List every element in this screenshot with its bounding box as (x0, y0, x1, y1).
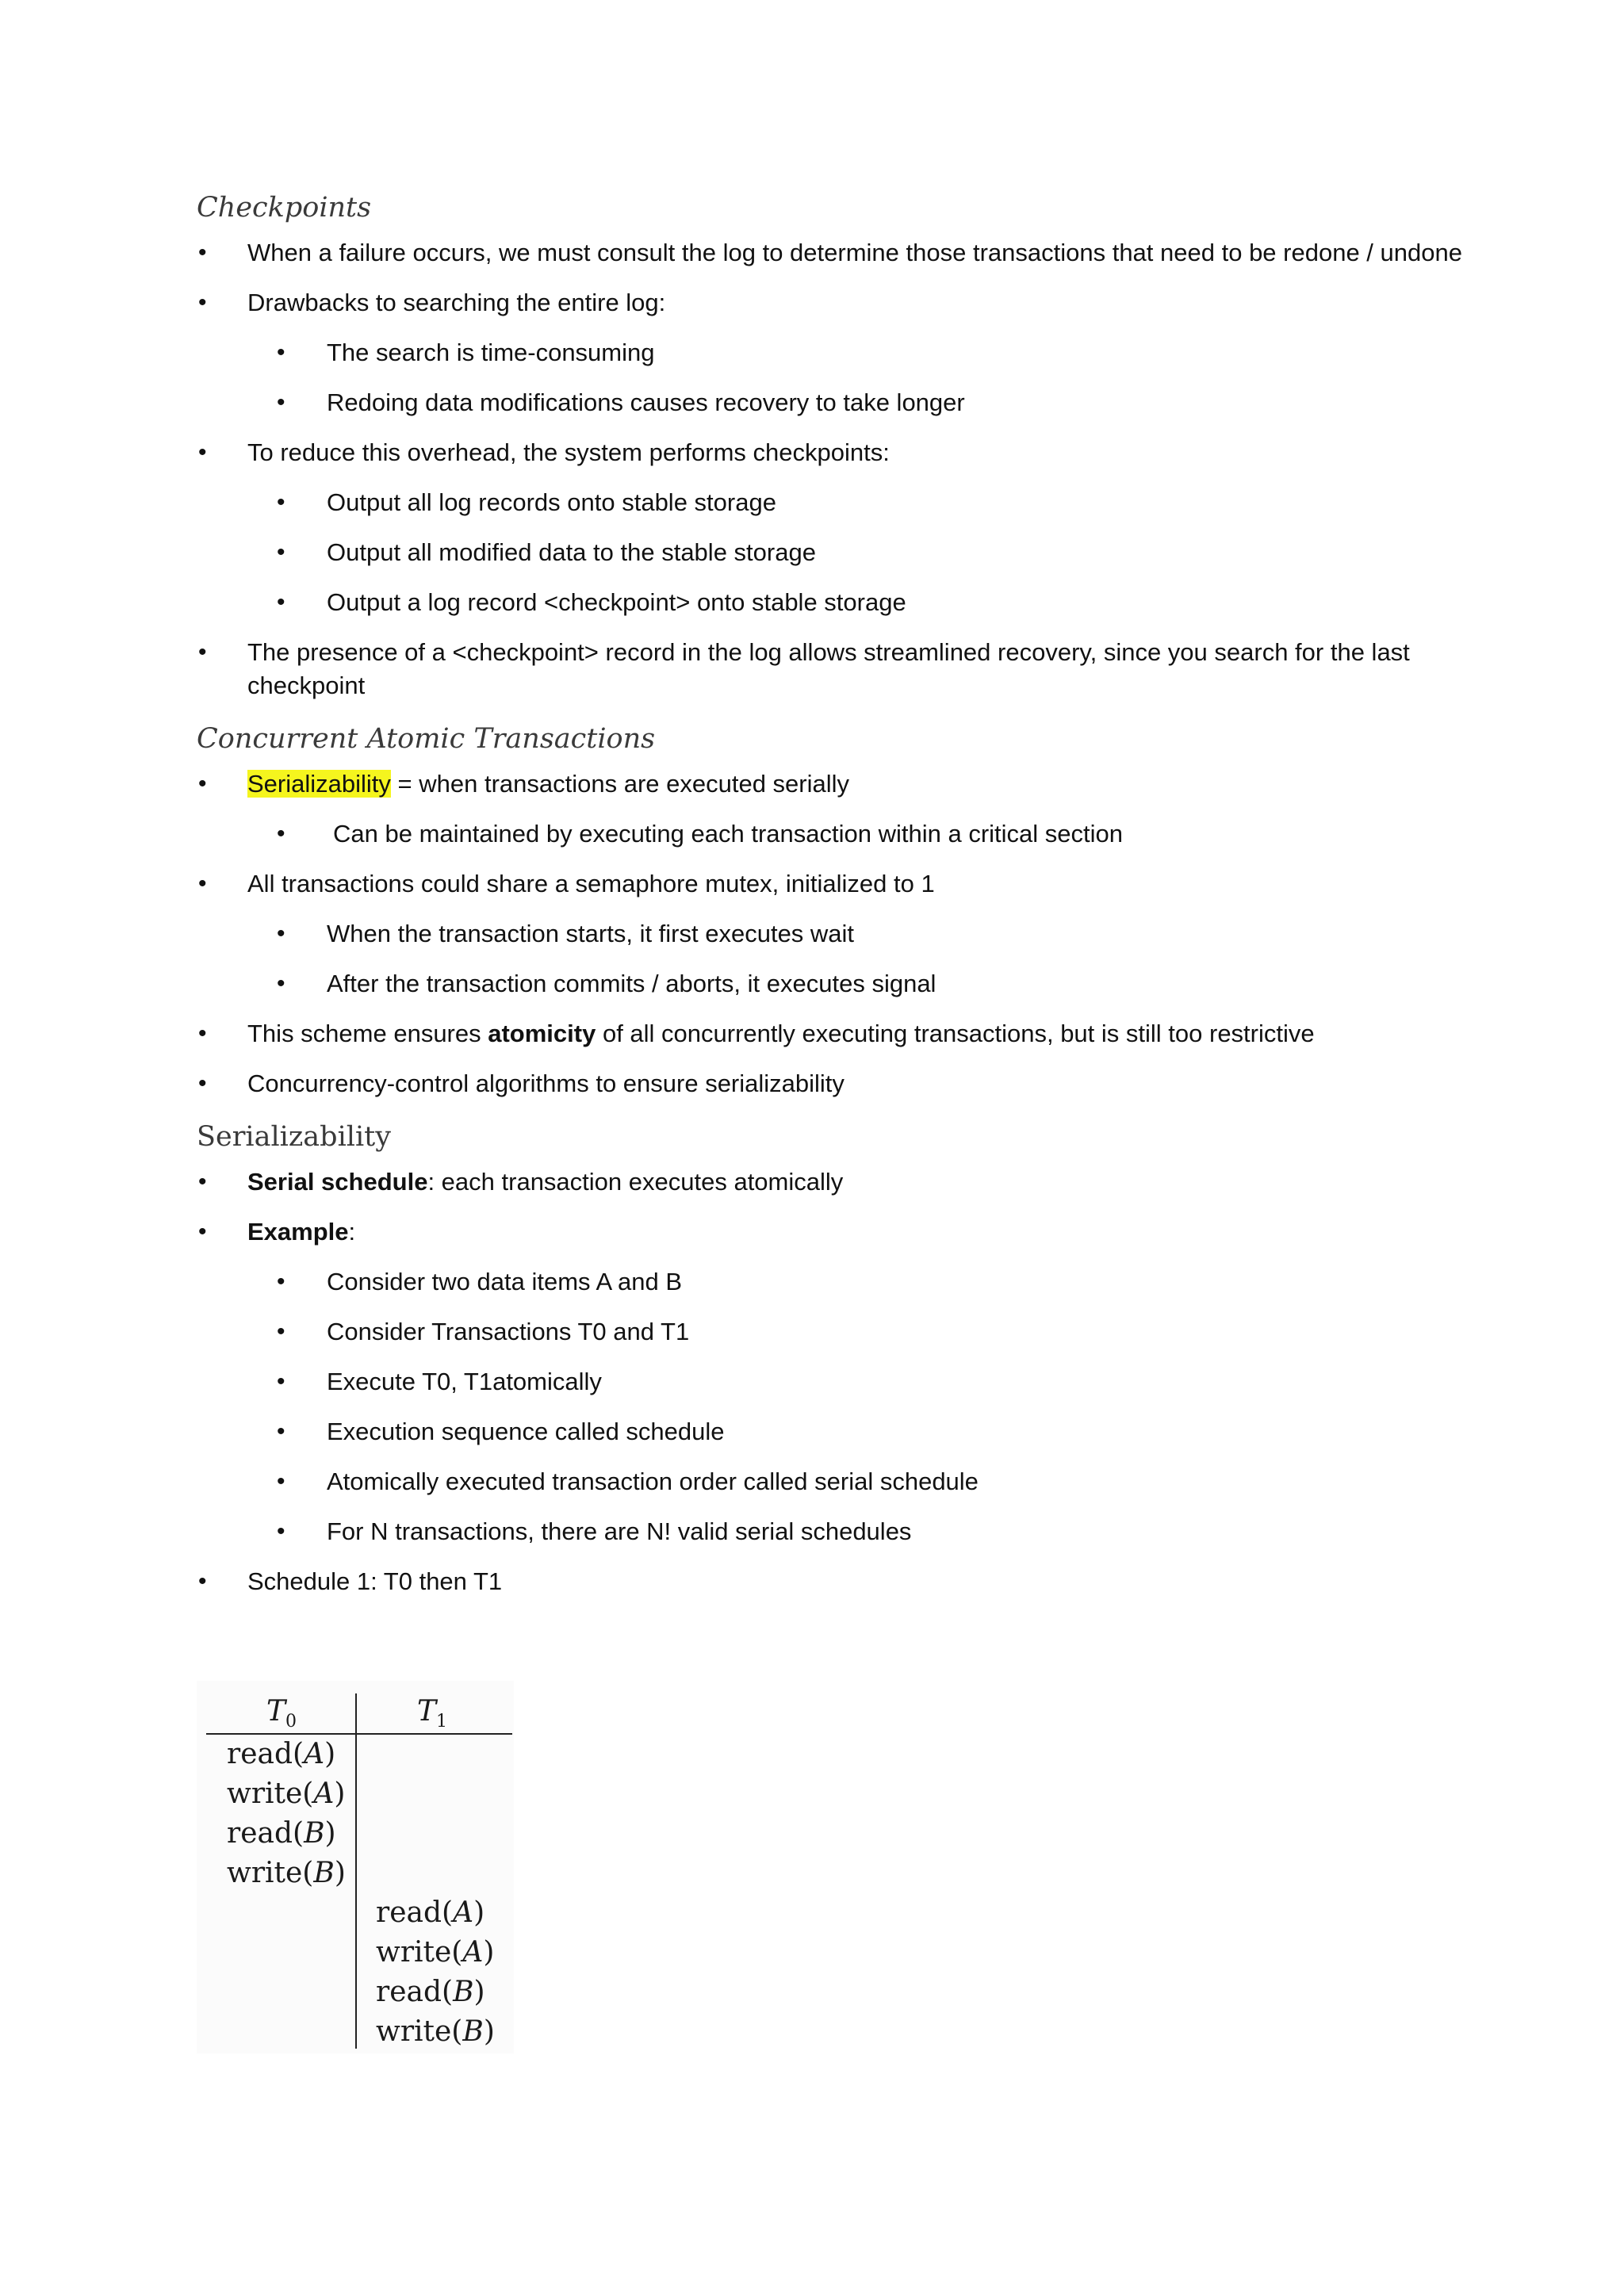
sub-list-item (197, 1315, 1465, 1349)
bold-term: Example (247, 1218, 349, 1246)
bullet-icon: • (277, 1468, 285, 1494)
list-item-text: : each transaction executes atomically (427, 1168, 844, 1196)
t0-operation: write(A) (227, 1777, 346, 1810)
sub-item-text: Atomically executed transaction order called serial schedule (327, 1468, 979, 1495)
bullet-icon: • (198, 289, 207, 316)
bullet-icon: • (198, 239, 207, 266)
list-item (197, 1017, 1465, 1050)
bullet-icon: • (277, 489, 285, 515)
list-item (197, 436, 1465, 469)
bullet-icon: • (277, 920, 285, 947)
sub-item-text: For N transactions, there are N! valid serial schedules (327, 1517, 912, 1545)
bullet-icon: • (198, 1070, 207, 1096)
bullet-icon: • (277, 339, 285, 365)
list-item-text: To reduce this overhead, the system performs checkpoints: (247, 438, 890, 466)
checkpoints-list (197, 236, 1465, 702)
sub-item-text: Consider Transactions T0 and T1 (327, 1318, 690, 1345)
sub-item-text: Execute T0, T1atomically (327, 1368, 602, 1395)
bullet-icon: • (277, 1518, 285, 1544)
list-item-text: = when transactions are executed serially (390, 770, 850, 798)
bullet-icon: • (198, 439, 207, 465)
sub-item-text: Output a log record <checkpoint> onto stable storage (327, 588, 906, 616)
list-item (197, 636, 1465, 702)
sub-item-text: Output all log records onto stable storage (327, 488, 776, 516)
heading-concurrent-atomic-transactions: Concurrent Atomic Transactions (197, 723, 656, 755)
list-item-text: When a failure occurs, we must consult the log to determine those transactions that need to be redone / undone (247, 239, 1462, 266)
sub-list-item (197, 336, 1465, 369)
bold-term: Serial schedule (247, 1168, 428, 1196)
concurrent-list (197, 767, 1465, 1100)
bullet-icon: • (277, 1368, 285, 1395)
bold-term: atomicity (488, 1020, 596, 1047)
sub-item-text: Consider two data items A and B (327, 1268, 683, 1295)
sub-item-text: Redoing data modifications causes recovery to take longer (327, 388, 965, 416)
serializability-list (197, 1165, 1465, 1598)
t1-operation: read(B) (376, 1976, 485, 2008)
bullet-icon: • (277, 539, 285, 565)
list-item-text: Drawbacks to searching the entire log: (247, 289, 666, 316)
sub-item-text: The search is time-consuming (327, 339, 655, 366)
heading-checkpoints: Checkpoints (197, 192, 372, 224)
bullet-icon: • (198, 1568, 207, 1594)
t0-operation: read(A) (227, 1738, 336, 1770)
document-content (197, 189, 1465, 1615)
sub-list-item (197, 1265, 1465, 1299)
heading-serializability: Serializability (197, 1121, 391, 1153)
list-item (197, 1565, 1465, 1598)
table-divider-vertical (355, 1693, 357, 2049)
list-item (197, 1165, 1465, 1199)
bullet-icon: • (198, 639, 207, 665)
sub-list-item (197, 1365, 1465, 1399)
bullet-icon: • (198, 771, 207, 797)
list-item (197, 1067, 1465, 1100)
sub-list-item (197, 917, 1465, 951)
bullet-icon: • (277, 970, 285, 997)
schedule-table (197, 1681, 514, 2053)
bullet-icon: • (277, 1269, 285, 1295)
sub-list-item (197, 386, 1465, 419)
t1-operation: write(A) (376, 1936, 495, 1969)
sub-list-item (197, 486, 1465, 519)
sub-list-item (197, 967, 1465, 1001)
list-item-text: Concurrency-control algorithms to ensure serializability (247, 1070, 845, 1097)
bullet-icon: • (198, 871, 207, 897)
list-item-text: Schedule 1: T0 then T1 (247, 1567, 503, 1595)
list-item (197, 236, 1465, 270)
sub-item-text: After the transaction commits / aborts, it executes signal (327, 970, 936, 997)
sub-item-text: When the transaction starts, it first executes wait (327, 920, 855, 947)
sub-list-item (197, 1515, 1465, 1548)
sub-list-item (197, 817, 1465, 851)
bullet-icon: • (277, 589, 285, 615)
column-header-t0: $T_0$ (266, 1695, 297, 1732)
column-header-t1: $T_1$ (417, 1695, 448, 1732)
list-item-text: of all concurrently executing transactions, but is still too restrictive (596, 1020, 1315, 1047)
sub-item-text: Can be maintained by executing each transaction within a critical section (333, 820, 1123, 848)
highlighted-term: Serializability (247, 770, 391, 798)
list-item (197, 867, 1465, 901)
t0-operation: write(B) (227, 1857, 346, 1889)
list-item-text: All transactions could share a semaphore mutex, initialized to 1 (247, 870, 935, 897)
bullet-icon: • (277, 389, 285, 415)
sub-list-item (197, 536, 1465, 569)
t0-operation: read(B) (227, 1817, 336, 1850)
bullet-icon: • (198, 1020, 207, 1047)
list-item (197, 286, 1465, 320)
list-item-text: This scheme ensures (247, 1020, 488, 1047)
sub-list-item (197, 1465, 1465, 1498)
sub-list-item (197, 1415, 1465, 1448)
list-item (197, 1215, 1465, 1249)
sub-list-item (197, 586, 1465, 619)
list-item-text: The presence of a <checkpoint> record in the log allows streamlined recovery, since you search for the last checkpoint (247, 638, 1410, 699)
t1-operation: read(A) (376, 1896, 485, 1929)
sub-item-text: Execution sequence called schedule (327, 1418, 725, 1445)
list-item-text: : (348, 1218, 356, 1246)
t1-operation: write(B) (376, 2015, 495, 2048)
bullet-icon: • (198, 1169, 207, 1195)
bullet-icon: • (277, 1318, 285, 1345)
sub-item-text: Output all modified data to the stable storage (327, 538, 816, 566)
bullet-icon: • (277, 1418, 285, 1445)
bullet-icon: • (198, 1219, 207, 1245)
bullet-icon: • (277, 821, 285, 847)
list-item (197, 767, 1465, 801)
